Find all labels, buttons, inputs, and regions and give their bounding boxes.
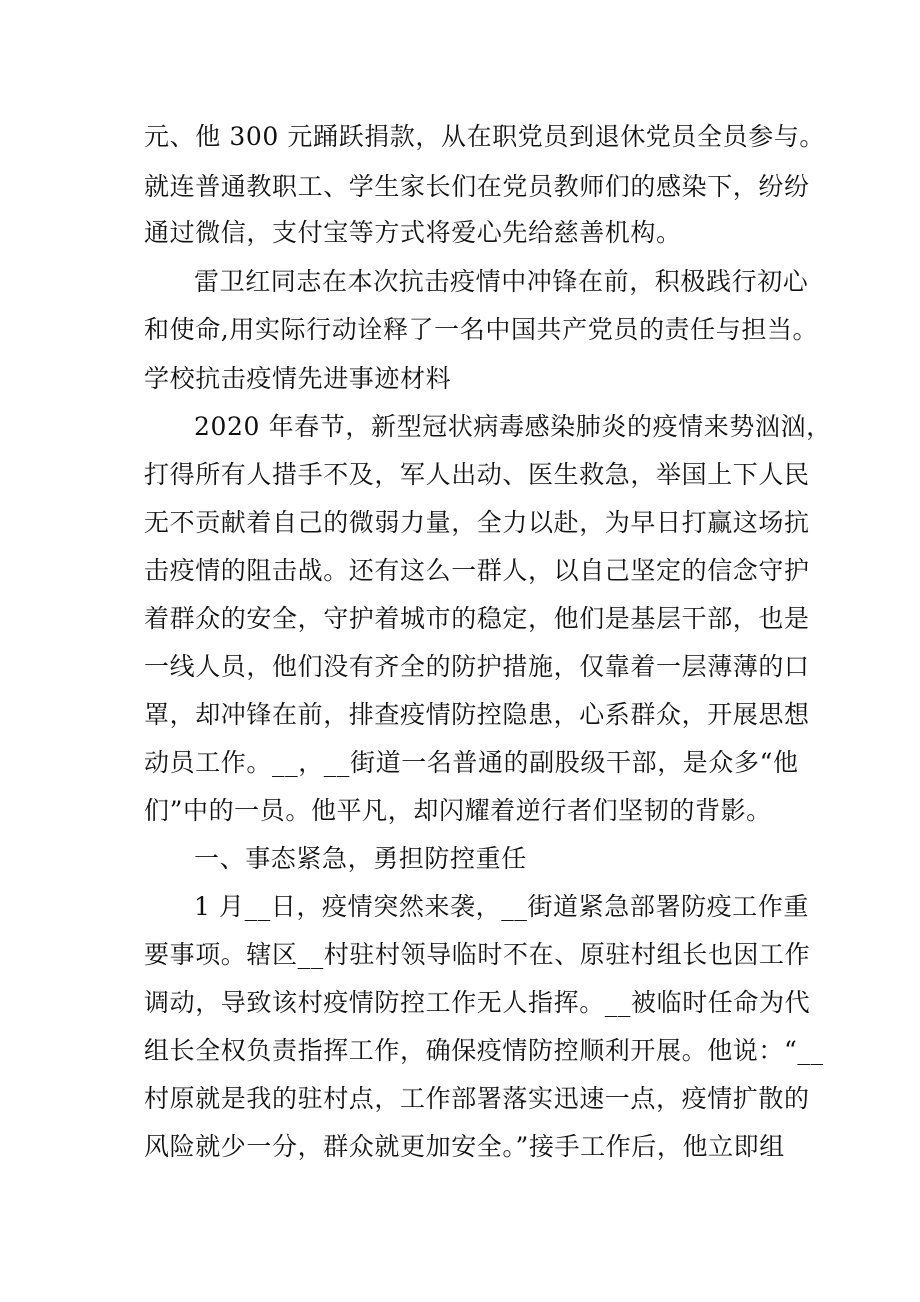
text-line: 动员工作。__，__街道一名普通的副股级干部，是众多“他 [144,748,799,777]
text-line: 就连普通教职工、学生家长们在党员教师们的感染下，纷纷 [144,172,810,201]
text-line: 村原就是我的驻村点，工作部署落实迅速一点，疫情扩散的 [144,1084,810,1113]
paragraph-first-line: 1 月__日，疫情突然来袭，__街道紧急部署防疫工作重 [194,892,810,921]
text-line: 击疫情的阻击战。还有这么一群人，以自己坚定的信念守护 [144,556,810,585]
text-line: 和使命,用实际行动诠释了一名中国共产党员的责任与担当。 [144,315,819,344]
paragraph-first-line: 2020 年春节，新型冠状病毒感染肺炎的疫情来势汹汹， [194,412,832,441]
text-line: 要事项。辖区__村驻村领导临时不在、原驻村组长也因工作 [144,940,811,969]
text-line: 风险就少一分，群众就更加安全。”接手工作后，他立即组 [144,1132,785,1161]
text-line: 一线人员，他们没有齐全的防护措施，仅靠着一层薄薄的口 [144,652,810,681]
text-line: 打得所有人措手不及，军人出动、医生救急，举国上下人民 [144,460,810,489]
text-line: 着群众的安全，守护着城市的稳定，他们是基层干部，也是 [144,604,810,633]
text-line: 调动，导致该村疫情防控工作无人指挥。__被临时任命为代 [144,988,811,1017]
section-heading: 一、事态紧急，勇担防控重任 [194,844,527,873]
text-line: 组长全权负责指挥工作，确保疫情防控顺利开展。他说：“__ [144,1036,824,1065]
text-line: 罩，却冲锋在前，排查疫情防控隐患，心系群众，开展思想 [144,700,810,729]
text-line: 无不贡献着自己的微弱力量，全力以赴，为早日打赢这场抗 [144,508,810,537]
section-title: 学校抗击疫情先进事迹材料 [144,364,452,393]
paragraph-first-line: 雷卫红同志在本次抗击疫情中冲锋在前，积极践行初心 [194,267,809,296]
text-line: 通过微信，支付宝等方式将爱心先给慈善机构。 [144,218,682,247]
text-line: 元、他 300 元踊跃捐款，从在职党员到退休党员全员参与。 [144,122,826,151]
text-line: 们”中的一员。他平凡，却闪耀着逆行者们坚韧的背影。 [144,796,772,825]
